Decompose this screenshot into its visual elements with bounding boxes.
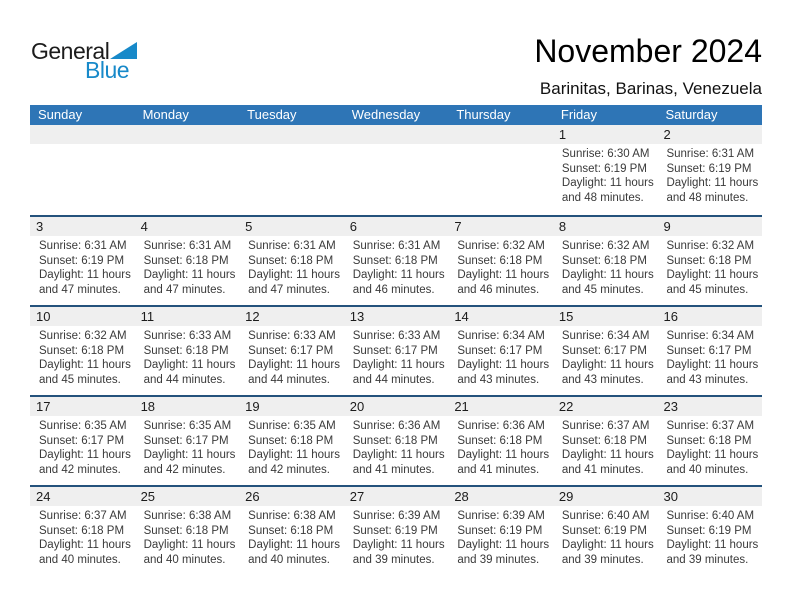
sunrise-line: Sunrise: 6:37 AM xyxy=(666,420,755,432)
calendar xyxy=(30,105,762,575)
daylight-line-1: Daylight: 11 hours xyxy=(248,269,340,281)
sunrise-line: Sunrise: 6:36 AM xyxy=(352,420,441,432)
sun-info xyxy=(553,144,658,205)
day-cell-25 xyxy=(135,487,240,575)
day-number: 18 xyxy=(135,397,240,416)
daylight-line-2: and 40 minutes. xyxy=(248,553,330,566)
sunrise-line: Sunrise: 6:31 AM xyxy=(666,148,755,160)
daylight-line-1: Daylight: 11 hours xyxy=(666,539,759,551)
day-cell-20 xyxy=(344,397,449,485)
daylight-line-1: Daylight: 11 hours xyxy=(457,269,550,281)
daylight-line-1: Daylight: 11 hours xyxy=(248,539,340,551)
sunrise-line: Sunrise: 6:31 AM xyxy=(143,240,232,252)
daylight-line-2: and 41 minutes. xyxy=(352,463,435,476)
day-cell-7 xyxy=(448,217,553,305)
sun-info xyxy=(344,326,449,387)
sun-info xyxy=(657,416,762,477)
day-number: 23 xyxy=(657,397,762,416)
day-number xyxy=(344,125,449,144)
sunset-line: Sunset: 6:17 PM xyxy=(666,344,752,357)
daylight-line-2: and 43 minutes. xyxy=(561,373,644,386)
daylight-line-2: and 48 minutes. xyxy=(666,191,749,204)
sunset-line: Sunset: 6:18 PM xyxy=(143,254,229,267)
sunrise-line: Sunrise: 6:31 AM xyxy=(248,240,336,252)
daylight-line-1: Daylight: 11 hours xyxy=(352,539,445,551)
week-row-2 xyxy=(30,215,762,305)
day-number: 13 xyxy=(344,307,449,326)
sun-info xyxy=(657,144,762,205)
daylight-line-2: and 44 minutes. xyxy=(143,373,226,386)
day-number: 24 xyxy=(30,487,135,506)
day-cell-16 xyxy=(657,307,762,395)
sunset-line: Sunset: 6:19 PM xyxy=(666,162,752,175)
sunset-line: Sunset: 6:18 PM xyxy=(666,434,752,447)
sunset-line: Sunset: 6:17 PM xyxy=(561,344,647,357)
daylight-line-1: Daylight: 11 hours xyxy=(39,539,131,551)
day-number xyxy=(239,125,344,144)
sun-info xyxy=(30,416,135,477)
sunset-line: Sunset: 6:18 PM xyxy=(666,254,752,267)
day-cell-5 xyxy=(239,217,344,305)
daylight-line-2: and 46 minutes. xyxy=(457,283,540,296)
sunset-line: Sunset: 6:19 PM xyxy=(561,524,647,537)
day-cell-9 xyxy=(657,217,762,305)
sunrise-line: Sunrise: 6:35 AM xyxy=(248,420,336,432)
sun-info xyxy=(344,416,449,477)
sunrise-line: Sunrise: 6:33 AM xyxy=(248,330,336,342)
daylight-line-2: and 43 minutes. xyxy=(666,373,749,386)
logo-text-general: General xyxy=(31,38,110,64)
day-cell-23 xyxy=(657,397,762,485)
sun-info xyxy=(135,326,240,387)
day-number: 4 xyxy=(135,217,240,236)
sunset-line: Sunset: 6:18 PM xyxy=(561,434,647,447)
sun-info xyxy=(30,326,135,387)
weekday-header-sunday: Sunday xyxy=(38,107,83,122)
sunrise-line: Sunrise: 6:34 AM xyxy=(561,330,650,342)
day-cell-11 xyxy=(135,307,240,395)
day-cell-22 xyxy=(553,397,658,485)
daylight-line-1: Daylight: 11 hours xyxy=(352,449,445,461)
daylight-line-1: Daylight: 11 hours xyxy=(666,269,759,281)
day-number: 6 xyxy=(344,217,449,236)
sun-info xyxy=(239,416,344,477)
sunset-line: Sunset: 6:17 PM xyxy=(143,434,229,447)
sunset-line: Sunset: 6:18 PM xyxy=(352,254,438,267)
day-cell-18 xyxy=(135,397,240,485)
sunrise-line: Sunrise: 6:39 AM xyxy=(457,510,545,522)
sunrise-line: Sunrise: 6:35 AM xyxy=(143,420,232,432)
sun-info xyxy=(553,506,658,567)
weekday-header-saturday: Saturday xyxy=(665,107,718,122)
daylight-line-2: and 45 minutes. xyxy=(666,283,749,296)
daylight-line-2: and 46 minutes. xyxy=(352,283,435,296)
day-cell-19 xyxy=(239,397,344,485)
sun-info xyxy=(553,326,658,387)
sunrise-line: Sunrise: 6:40 AM xyxy=(666,510,755,522)
day-cell-29 xyxy=(553,487,658,575)
day-number: 9 xyxy=(657,217,762,236)
weekday-header-wednesday: Wednesday xyxy=(351,107,421,122)
day-number xyxy=(30,125,135,144)
sunrise-line: Sunrise: 6:32 AM xyxy=(39,330,127,342)
sunrise-line: Sunrise: 6:40 AM xyxy=(561,510,650,522)
weekday-header-row xyxy=(30,105,762,125)
day-cell-14 xyxy=(448,307,553,395)
week-row-5 xyxy=(30,485,762,575)
daylight-line-1: Daylight: 11 hours xyxy=(561,449,654,461)
day-number: 16 xyxy=(657,307,762,326)
sun-info xyxy=(657,236,762,297)
sun-info xyxy=(135,506,240,567)
daylight-line-2: and 44 minutes. xyxy=(248,373,330,386)
daylight-line-1: Daylight: 11 hours xyxy=(143,359,236,371)
sunset-line: Sunset: 6:18 PM xyxy=(143,524,229,537)
day-cell-empty xyxy=(135,125,240,215)
daylight-line-1: Daylight: 11 hours xyxy=(561,359,654,371)
sunrise-line: Sunrise: 6:36 AM xyxy=(457,420,545,432)
sun-info xyxy=(553,236,658,297)
daylight-line-1: Daylight: 11 hours xyxy=(143,539,236,551)
day-cell-26 xyxy=(239,487,344,575)
day-number: 20 xyxy=(344,397,449,416)
sunrise-line: Sunrise: 6:37 AM xyxy=(561,420,650,432)
day-cell-21 xyxy=(448,397,553,485)
daylight-line-1: Daylight: 11 hours xyxy=(561,177,654,189)
daylight-line-1: Daylight: 11 hours xyxy=(39,449,131,461)
day-cell-empty xyxy=(448,125,553,215)
sunset-line: Sunset: 6:18 PM xyxy=(39,524,125,537)
daylight-line-1: Daylight: 11 hours xyxy=(457,539,550,551)
sunrise-line: Sunrise: 6:38 AM xyxy=(248,510,336,522)
daylight-line-1: Daylight: 11 hours xyxy=(561,539,654,551)
day-number: 1 xyxy=(553,125,658,144)
daylight-line-1: Daylight: 11 hours xyxy=(457,359,550,371)
sun-info xyxy=(448,236,553,297)
day-cell-10 xyxy=(30,307,135,395)
daylight-line-2: and 39 minutes. xyxy=(561,553,644,566)
daylight-line-2: and 45 minutes. xyxy=(561,283,644,296)
day-cell-28 xyxy=(448,487,553,575)
day-number: 10 xyxy=(30,307,135,326)
sunrise-line: Sunrise: 6:39 AM xyxy=(352,510,441,522)
sun-info xyxy=(657,506,762,567)
day-number: 2 xyxy=(657,125,762,144)
sunset-line: Sunset: 6:17 PM xyxy=(248,344,334,357)
sun-info xyxy=(448,326,553,387)
day-number: 7 xyxy=(448,217,553,236)
sun-info xyxy=(135,236,240,297)
day-number: 29 xyxy=(553,487,658,506)
day-cell-2 xyxy=(657,125,762,215)
sun-info xyxy=(657,326,762,387)
day-number: 14 xyxy=(448,307,553,326)
daylight-line-2: and 47 minutes. xyxy=(39,283,121,296)
sun-info xyxy=(135,416,240,477)
sun-info xyxy=(239,506,344,567)
daylight-line-1: Daylight: 11 hours xyxy=(143,269,236,281)
sunset-line: Sunset: 6:18 PM xyxy=(248,254,334,267)
day-cell-30 xyxy=(657,487,762,575)
day-number: 11 xyxy=(135,307,240,326)
logo-text-blue: Blue xyxy=(85,57,130,83)
day-number: 8 xyxy=(553,217,658,236)
sunset-line: Sunset: 6:18 PM xyxy=(39,344,125,357)
daylight-line-2: and 41 minutes. xyxy=(561,463,644,476)
sun-info xyxy=(344,506,449,567)
daylight-line-1: Daylight: 11 hours xyxy=(39,269,131,281)
sunrise-line: Sunrise: 6:35 AM xyxy=(39,420,127,432)
daylight-line-2: and 47 minutes. xyxy=(248,283,330,296)
daylight-line-1: Daylight: 11 hours xyxy=(666,449,759,461)
sun-info xyxy=(553,416,658,477)
day-cell-15 xyxy=(553,307,658,395)
weekday-header-tuesday: Tuesday xyxy=(247,107,297,122)
calendar-grid xyxy=(30,125,762,575)
daylight-line-1: Daylight: 11 hours xyxy=(561,269,654,281)
daylight-line-2: and 40 minutes. xyxy=(39,553,121,566)
daylight-line-1: Daylight: 11 hours xyxy=(666,177,759,189)
daylight-line-2: and 47 minutes. xyxy=(143,283,226,296)
day-cell-empty xyxy=(30,125,135,215)
sunrise-line: Sunrise: 6:32 AM xyxy=(457,240,545,252)
sunrise-line: Sunrise: 6:30 AM xyxy=(561,148,650,160)
daylight-line-2: and 41 minutes. xyxy=(457,463,540,476)
sunset-line: Sunset: 6:19 PM xyxy=(352,524,438,537)
sunrise-line: Sunrise: 6:34 AM xyxy=(457,330,545,342)
day-number: 19 xyxy=(239,397,344,416)
week-row-4 xyxy=(30,395,762,485)
sun-info xyxy=(344,236,449,297)
daylight-line-2: and 39 minutes. xyxy=(666,553,749,566)
sunset-line: Sunset: 6:18 PM xyxy=(457,254,543,267)
sunset-line: Sunset: 6:18 PM xyxy=(352,434,438,447)
day-number: 17 xyxy=(30,397,135,416)
daylight-line-1: Daylight: 11 hours xyxy=(39,359,131,371)
day-cell-1 xyxy=(553,125,658,215)
daylight-line-2: and 40 minutes. xyxy=(666,463,749,476)
day-cell-3 xyxy=(30,217,135,305)
weekday-header-friday: Friday xyxy=(560,107,598,122)
page-title: November 2024 xyxy=(534,33,762,69)
daylight-line-2: and 44 minutes. xyxy=(352,373,435,386)
day-number: 21 xyxy=(448,397,553,416)
weekday-header-monday: Monday xyxy=(142,107,189,122)
daylight-line-2: and 39 minutes. xyxy=(352,553,435,566)
daylight-line-1: Daylight: 11 hours xyxy=(666,359,759,371)
sunrise-line: Sunrise: 6:38 AM xyxy=(143,510,232,522)
daylight-line-1: Daylight: 11 hours xyxy=(143,449,236,461)
sunset-line: Sunset: 6:19 PM xyxy=(39,254,125,267)
daylight-line-1: Daylight: 11 hours xyxy=(248,359,340,371)
day-number: 22 xyxy=(553,397,658,416)
sun-info xyxy=(30,506,135,567)
day-number: 26 xyxy=(239,487,344,506)
daylight-line-1: Daylight: 11 hours xyxy=(352,269,445,281)
day-number: 5 xyxy=(239,217,344,236)
sunset-line: Sunset: 6:17 PM xyxy=(39,434,125,447)
day-cell-12 xyxy=(239,307,344,395)
daylight-line-1: Daylight: 11 hours xyxy=(457,449,550,461)
sunset-line: Sunset: 6:17 PM xyxy=(457,344,543,357)
sunrise-line: Sunrise: 6:33 AM xyxy=(352,330,441,342)
sunset-line: Sunset: 6:19 PM xyxy=(666,524,752,537)
daylight-line-2: and 43 minutes. xyxy=(457,373,540,386)
day-number: 28 xyxy=(448,487,553,506)
sunset-line: Sunset: 6:19 PM xyxy=(457,524,543,537)
sun-info xyxy=(239,326,344,387)
sunset-line: Sunset: 6:19 PM xyxy=(561,162,647,175)
sunrise-line: Sunrise: 6:37 AM xyxy=(39,510,127,522)
daylight-line-2: and 45 minutes. xyxy=(39,373,121,386)
day-number: 15 xyxy=(553,307,658,326)
daylight-line-2: and 42 minutes. xyxy=(143,463,226,476)
general-blue-logo xyxy=(31,38,151,82)
location-subtitle: Barinitas, Barinas, Venezuela xyxy=(539,79,762,98)
day-cell-17 xyxy=(30,397,135,485)
day-number: 12 xyxy=(239,307,344,326)
day-cell-13 xyxy=(344,307,449,395)
sun-info xyxy=(239,236,344,297)
sunset-line: Sunset: 6:17 PM xyxy=(352,344,438,357)
day-cell-8 xyxy=(553,217,658,305)
sun-info xyxy=(448,506,553,567)
daylight-line-1: Daylight: 11 hours xyxy=(352,359,445,371)
sunrise-line: Sunrise: 6:34 AM xyxy=(666,330,755,342)
sun-info xyxy=(448,416,553,477)
day-cell-27 xyxy=(344,487,449,575)
daylight-line-2: and 40 minutes. xyxy=(143,553,226,566)
daylight-line-2: and 42 minutes. xyxy=(248,463,330,476)
daylight-line-1: Daylight: 11 hours xyxy=(248,449,340,461)
day-cell-4 xyxy=(135,217,240,305)
sunrise-line: Sunrise: 6:32 AM xyxy=(666,240,755,252)
sunset-line: Sunset: 6:18 PM xyxy=(561,254,647,267)
week-row-1 xyxy=(30,125,762,215)
sunrise-line: Sunrise: 6:31 AM xyxy=(39,240,127,252)
sunset-line: Sunset: 6:18 PM xyxy=(457,434,543,447)
day-number: 3 xyxy=(30,217,135,236)
day-number: 27 xyxy=(344,487,449,506)
sunrise-line: Sunrise: 6:32 AM xyxy=(561,240,650,252)
day-number: 30 xyxy=(657,487,762,506)
sun-info xyxy=(30,236,135,297)
day-cell-empty xyxy=(344,125,449,215)
sunset-line: Sunset: 6:18 PM xyxy=(143,344,229,357)
sunrise-line: Sunrise: 6:33 AM xyxy=(143,330,232,342)
day-cell-6 xyxy=(344,217,449,305)
daylight-line-2: and 48 minutes. xyxy=(561,191,644,204)
day-cell-24 xyxy=(30,487,135,575)
sunrise-line: Sunrise: 6:31 AM xyxy=(352,240,441,252)
day-number xyxy=(135,125,240,144)
day-number xyxy=(448,125,553,144)
day-number: 25 xyxy=(135,487,240,506)
week-row-3 xyxy=(30,305,762,395)
daylight-line-2: and 39 minutes. xyxy=(457,553,540,566)
weekday-header-thursday: Thursday xyxy=(456,107,511,122)
sunset-line: Sunset: 6:18 PM xyxy=(248,524,334,537)
daylight-line-2: and 42 minutes. xyxy=(39,463,121,476)
sunset-line: Sunset: 6:18 PM xyxy=(248,434,334,447)
day-cell-empty xyxy=(239,125,344,215)
